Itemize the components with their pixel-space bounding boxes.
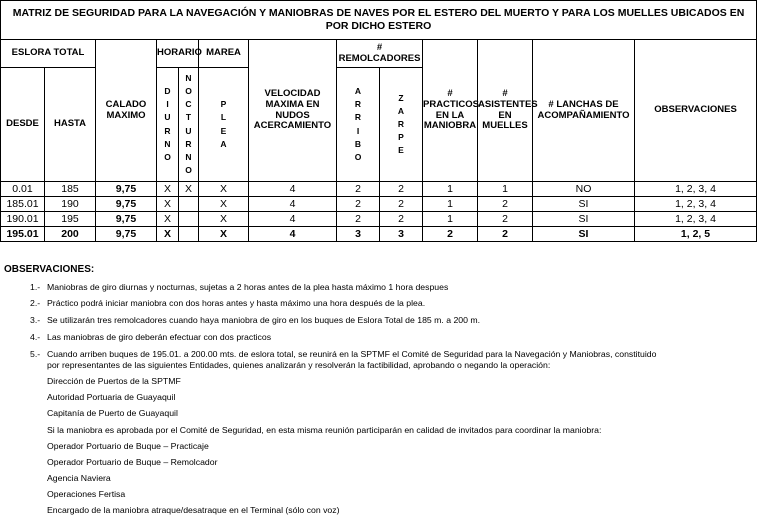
vertical-letter: R: [164, 125, 171, 136]
vertical-letter: R: [397, 118, 405, 129]
cell-velocidad: 4: [249, 227, 337, 242]
vertical-letter: C: [185, 99, 192, 110]
cell-practicos: 1: [423, 182, 478, 197]
cell-obs: 1, 2, 3, 4: [635, 182, 757, 197]
observacion-detail-line: Autoridad Portuaria de Guayaquil: [47, 392, 176, 402]
cell-asistentes: 2: [478, 227, 533, 242]
observacion-text: Cuando arriben buques de 195.01. a 200.00 mts. de eslora total, se reunirá en la SPTMF el Comité de Seguridad para la Navegación y Maniobras, constituido: [47, 349, 657, 359]
cell-nocturno: [179, 212, 199, 227]
observacion-text: Maniobras de giro diurnas y nocturnas, sujetas a 2 horas antes de la plea hasta máximo 1 hora despues: [47, 282, 449, 292]
cell-asistentes: 1: [478, 182, 533, 197]
cell-desde: 185.01: [1, 197, 45, 212]
cell-obs: 1, 2, 5: [635, 227, 757, 242]
vertical-letter: O: [185, 165, 192, 176]
table-row: [1, 212, 757, 227]
vertical-letter: A: [354, 85, 362, 96]
cell-hasta: 190: [45, 197, 96, 212]
vertical-letter: I: [356, 125, 360, 136]
cell-calado: 9,75: [96, 182, 157, 197]
observacion-text: Práctico podrá iniciar maniobra con dos horas antes y hasta máximo una hora después de la plea.: [47, 298, 426, 308]
table-row: [1, 197, 757, 212]
vertical-letter: R: [185, 138, 192, 149]
vertical-letter: B: [354, 138, 362, 149]
vertical-letter: A: [397, 105, 405, 116]
cell-zarpe: 2: [380, 182, 423, 197]
cell-hasta: 195: [45, 212, 96, 227]
vertical-letter: E: [220, 125, 227, 136]
cell-obs: 1, 2, 3, 4: [635, 197, 757, 212]
vertical-letter: U: [185, 125, 192, 136]
header-lanchas: # LANCHAS DE ACOMPAÑAMIENTO: [533, 40, 635, 182]
vertical-letter: N: [164, 138, 171, 149]
header-hasta: HASTA: [45, 68, 96, 182]
cell-diurno: X: [157, 212, 179, 227]
vertical-letter: E: [398, 145, 404, 156]
cell-desde: 195.01: [1, 227, 45, 242]
header-observaciones: OBSERVACIONES: [635, 40, 757, 182]
cell-arribo: 2: [337, 182, 380, 197]
header-velocidad: VELOCIDAD MAXIMA EN NUDOS ACERCAMIENTO: [249, 40, 337, 182]
observacion-number: 1.-: [30, 282, 41, 292]
cell-velocidad: 4: [249, 197, 337, 212]
header-nocturno: [179, 68, 199, 182]
header-horario: HORARIO: [157, 40, 199, 68]
observacion-number: 5.-: [30, 349, 41, 359]
vertical-letter: I: [166, 99, 169, 110]
table-row: [1, 227, 757, 242]
cell-lanchas: NO: [533, 182, 635, 197]
observacion-detail-line: Agencia Naviera: [47, 473, 111, 483]
vertical-letter: Z: [398, 92, 404, 103]
header-remolcadores: # REMOLCADORES: [337, 40, 423, 68]
header-calado-maximo: CALADO MAXIMO: [96, 40, 157, 182]
cell-arribo: 2: [337, 197, 380, 212]
vertical-letter: O: [354, 151, 362, 162]
cell-lanchas: SI: [533, 227, 635, 242]
cell-zarpe: 3: [380, 227, 423, 242]
cell-zarpe: 2: [380, 197, 423, 212]
vertical-letter: O: [185, 85, 192, 96]
observacion-text: Se utilizarán tres remolcadores cuando haya maniobra de giro en los buques de Eslora Total de 185 m. a 200 m.: [47, 315, 481, 325]
cell-diurno: X: [157, 182, 179, 197]
header-desde: DESDE: [1, 68, 45, 182]
header-zarpe: [380, 68, 423, 182]
observacion-detail-line: Operaciones Fertisa: [47, 489, 126, 499]
safety-matrix-table: [0, 0, 757, 242]
header-asistentes: # ASISTENTES EN MUELLES: [478, 40, 533, 182]
vertical-letter: L: [220, 112, 227, 123]
observacion-number: 4.-: [30, 332, 41, 342]
header-marea: MAREA: [199, 40, 249, 68]
cell-calado: 9,75: [96, 197, 157, 212]
vertical-letter: N: [185, 72, 192, 83]
cell-desde: 0.01: [1, 182, 45, 197]
cell-desde: 190.01: [1, 212, 45, 227]
header-plea: [199, 68, 249, 182]
observacion-text: Las maniobras de giro deberán efectuar con dos practicos: [47, 332, 272, 342]
vertical-letter: P: [398, 132, 404, 143]
cell-asistentes: 2: [478, 197, 533, 212]
cell-asistentes: 2: [478, 212, 533, 227]
cell-plea: X: [199, 197, 249, 212]
cell-practicos: 1: [423, 212, 478, 227]
cell-zarpe: 2: [380, 212, 423, 227]
vertical-letter: D: [164, 85, 171, 96]
cell-arribo: 3: [337, 227, 380, 242]
vertical-letter: R: [354, 112, 362, 123]
cell-calado: 9,75: [96, 212, 157, 227]
header-eslora-total: ESLORA TOTAL: [1, 40, 96, 68]
cell-hasta: 200: [45, 227, 96, 242]
cell-velocidad: 4: [249, 182, 337, 197]
observacion-detail-line: Dirección de Puertos de la SPTMF: [47, 376, 181, 386]
cell-nocturno: [179, 227, 199, 242]
vertical-letter: O: [164, 151, 171, 162]
cell-nocturno: [179, 197, 199, 212]
cell-practicos: 1: [423, 197, 478, 212]
vertical-letter: N: [185, 151, 192, 162]
cell-plea: X: [199, 182, 249, 197]
observacion-detail-line: Encargado de la maniobra atraque/desatraque en el Terminal (sólo con voz): [47, 505, 340, 515]
cell-arribo: 2: [337, 212, 380, 227]
cell-lanchas: SI: [533, 197, 635, 212]
header-diurno: [157, 68, 179, 182]
observacion-detail-line: Capitanía de Puerto de Guayaquil: [47, 408, 178, 418]
cell-plea: X: [199, 212, 249, 227]
cell-diurno: X: [157, 197, 179, 212]
observacion-number: 2.-: [30, 298, 41, 308]
observacion-detail-line: Si la maniobra es aprobada por el Comité de Seguridad, en esta misma reunión participarán en calidad de invitados para coordinar la maniobra:: [47, 425, 602, 435]
cell-obs: 1, 2, 3, 4: [635, 212, 757, 227]
cell-practicos: 2: [423, 227, 478, 242]
cell-velocidad: 4: [249, 212, 337, 227]
cell-calado: 9,75: [96, 227, 157, 242]
cell-plea: X: [199, 227, 249, 242]
header-arribo: [337, 68, 380, 182]
observacion-detail-line: Operador Portuario de Buque – Practicaje: [47, 441, 209, 451]
observaciones-title: OBSERVACIONES:: [4, 264, 95, 275]
observacion-number: 3.-: [30, 315, 41, 325]
vertical-letter: R: [354, 99, 362, 110]
cell-nocturno: X: [179, 182, 199, 197]
observacion-detail-line: por representantes de las siguientes Entidades, quienes analizarán y resolverán la factibilidad, aprobando o negando la operación:: [47, 360, 551, 370]
cell-hasta: 185: [45, 182, 96, 197]
cell-lanchas: SI: [533, 212, 635, 227]
table-row: [1, 182, 757, 197]
cell-diurno: X: [157, 227, 179, 242]
vertical-letter: T: [185, 112, 192, 123]
vertical-letter: P: [220, 99, 227, 110]
vertical-letter: A: [220, 138, 227, 149]
observacion-detail-line: Operador Portuario de Buque – Remolcador: [47, 457, 218, 467]
matrix-title: MATRIZ DE SEGURIDAD PARA LA NAVEGACIÓN Y MANIOBRAS DE NAVES POR EL ESTERO DEL MUERTO Y PARA LOS MUELLES UBICADOS EN POR DICHO ESTERO: [1, 1, 757, 40]
vertical-letter: U: [164, 112, 171, 123]
header-practicos: # PRACTICOS EN LA MANIOBRA: [423, 40, 478, 182]
